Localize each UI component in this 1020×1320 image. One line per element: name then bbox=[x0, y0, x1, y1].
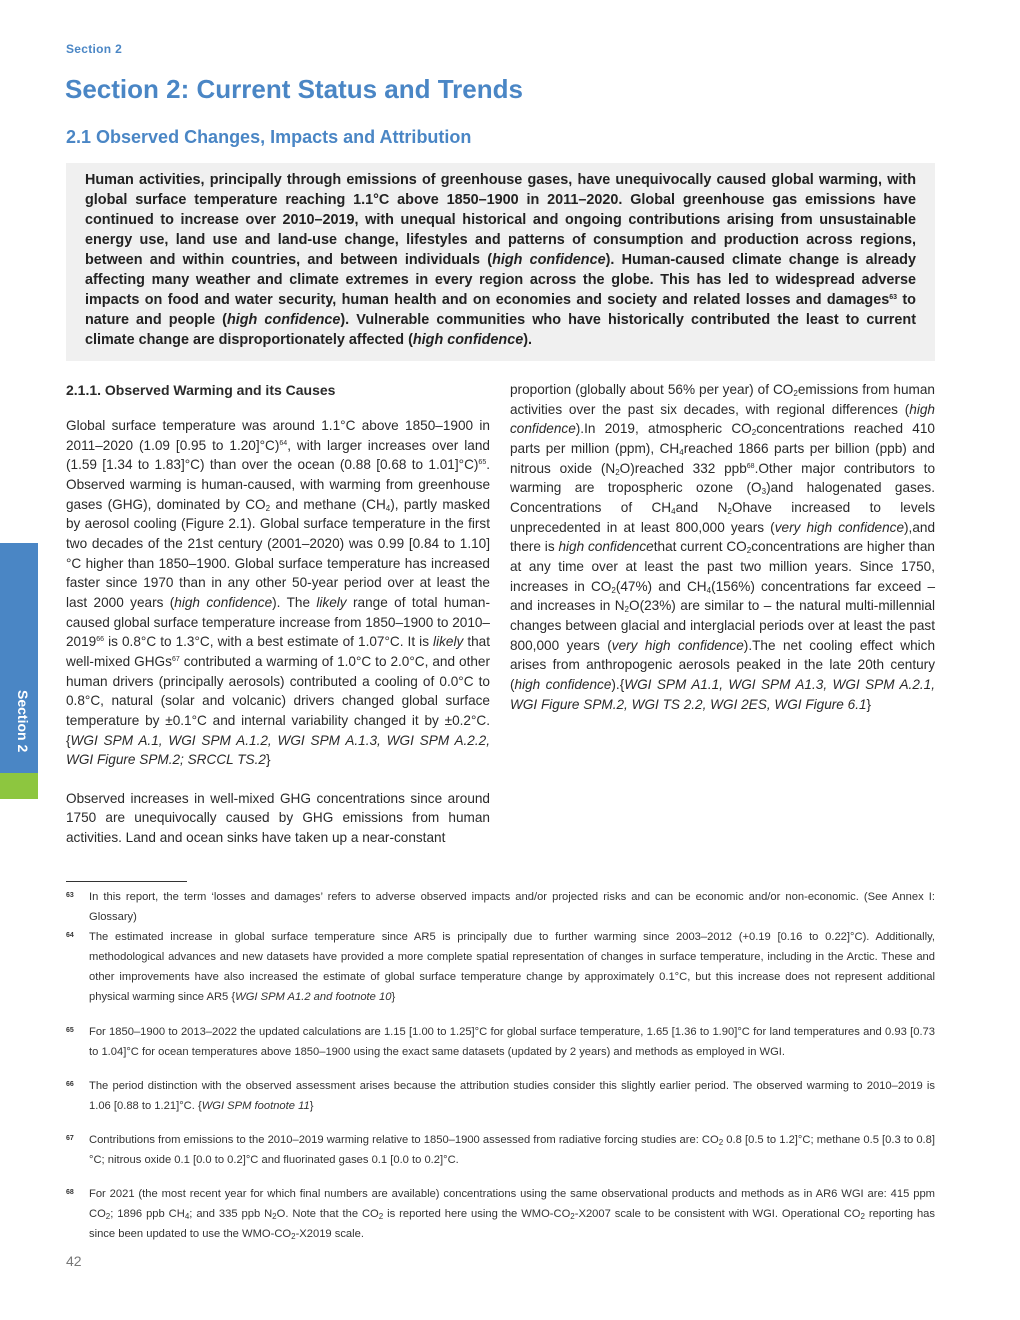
footnote-number: 67 bbox=[66, 1135, 74, 1142]
footnote-ref[interactable]: 67 bbox=[171, 655, 180, 663]
summary-box bbox=[66, 163, 935, 361]
subsection-title: 2.1 Observed Changes, Impacts and Attribution bbox=[66, 127, 472, 147]
footnote-ref[interactable]: 68 bbox=[746, 462, 755, 470]
footnote-text: In this report, the term ‘losses and damages’ refers to adverse observed impacts and/or projected risks and can be economic and/or non-economic. (See Annex I: Glossary) bbox=[89, 891, 935, 923]
footnote-text: The period distinction with the observed assessment arises because the attribution studies consider this slightly earlier period. The observed warming to 2010–2019 is 1.06 [0.88 to 1.21]°C. {WGI SPM footnote 11} bbox=[89, 1080, 935, 1112]
footnote-ref[interactable]: 64 bbox=[279, 439, 288, 447]
footnote-number: 65 bbox=[66, 1027, 74, 1034]
page-number: 42 bbox=[66, 1253, 82, 1269]
footnote-63 bbox=[66, 887, 935, 927]
footnote-67 bbox=[66, 1130, 935, 1170]
footnote-ref[interactable]: 65 bbox=[478, 459, 487, 467]
page-title: Section 2: Current Status and Trends bbox=[65, 74, 523, 104]
footnote-number: 66 bbox=[66, 1081, 74, 1088]
subsubsection-title: 2.1.1. Observed Warming and its Causes bbox=[66, 382, 336, 398]
side-tab-accent bbox=[0, 773, 38, 799]
footnote-number: 68 bbox=[66, 1189, 74, 1196]
footnote-68 bbox=[66, 1184, 935, 1244]
summary-text: Human activities, principally through emissions of greenhouse gases, have unequivocally caused global warming, with global surface temperature reaching 1.1°C above 1850–1900 in 2011–2020. Global greenhouse gas emissions have continued to increase over 2010–2019, with unequal historical and ongoing contributions arising from unsustainable energy use, land use and land-use change, lifestyles and patterns of consumption and production across regions, between and within countries, and between individuals (high confidence). Human-caused climate change is already affecting many weather and climate extremes in every region across the globe. This has led to widespread adverse impacts on food and water security, human health and on economies and society and related losses and damages$^{63}$ to nature and people (high confidence). Vulnerable communities who have historically contributed the least to current climate change are disproportionately affected (high confidence). bbox=[85, 172, 916, 348]
body-paragraph-continued: proportion (globally about 56% per year) of $CO_2emissions$ from human activities over the past six decades, with regional differences (high confidence).In 2019, atmospheric $CO_2concentrations$ reached 410 parts per million (ppm), $CH_4reached$ 1866 parts per billion (ppb) and nitrous oxide $(N_2O)reached$ 332 ppb$^{68}$.Other major contributors to warming are tropospheric ozone $(O_3)and$ halogenated gases. Concentrations of $CH_4and$ $N_2Ohave$ increased to levels unprecedented in at least 800,000 years (very high confidence),and there is high confidencethat current $CO_2concentrations$ are higher than at any time over at least the past two million years. Since 1750, increases in $CO_2(47\%)$ and $CH_4(156\%)$ concentrations far exceed – and increases in $N_2O(23\%)$ are similar to – the natural multi-millennial changes between glacial and interglacial periods over at least the past 800,000 years (very high confidence).The net cooling effect which arises from anthropogenic aerosols peaked in the late 20th century (high confidence).{WGI SPM A1.1, WGI SPM A1.3, WGI SPM A.2.1, WGI Figure SPM.2, WGI TS 2.2, WGI 2ES, WGI Figure 6.1} bbox=[510, 382, 936, 712]
right-column bbox=[510, 380, 935, 714]
footnote-65 bbox=[66, 1022, 935, 1062]
side-tab-label-wrap bbox=[7, 690, 31, 770]
footnote-text: For 2021 (the most recent year for which final numbers are available) concentrations using the same observational products and methods as in AR6 WGI are: 415 ppm $CO_2$; 1896 ppb $CH_4$; and 335 ppb $N_2O$. Note that the $CO_2$ is reported here using the WMO-$CO_2-X2007$ scale to be consistent with WGI. Operational $CO_2$ reporting has since been updated to use the WMO-$CO_2-X2019$ scale. bbox=[89, 1188, 935, 1241]
cross-reference: WGI SPM A.1, WGI SPM A.1.2, WGI SPM A.1.3, WGI SPM A.2.2, WGI Figure SPM.2; SRCCL TS.2 bbox=[66, 732, 490, 768]
running-header: Section 2 bbox=[66, 42, 123, 56]
body-paragraph: Global surface temperature was around 1.1°C above 1850–1900 in 2011–2020 (1.09 [0.95 to 1.20]°C)$^{64}$, with larger increases over land (1.59 [1.34 to 1.83]°C) than over the ocean (0.88 [0.68 to 1.01]°C)$^{65}$. Observed warming is human-caused, with warming from greenhouse gases (GHG), dominated by $CO_2$ and methane $(CH_4)$, partly masked by aerosol cooling (Figure 2.1). Global surface temperature in the first two decades of the 21st century (2001–2020) was 0.99 [0.84 to 1.10]°C higher than 1850–1900. Global surface temperature has increased faster since 1970 than in any other 50-year period over at least the last 2000 years (high confidence). The likely range of total human-caused global surface temperature increase from 1850–1900 to 2010–2019$^{66}$ is 0.8°C to 1.3°C, with a best estimate of 1.07°C. It is likely that well-mixed GHGs$^{67}$ contributed a warming of 1.0°C to 2.0°C, and other human drivers (principally aerosols) contributed a cooling of 0.0°C to 0.8°C, natural (solar and volcanic) drivers changed global surface temperature by ±0.1°C and internal variability changed it by ±0.2°C. {WGI SPM A.1, WGI SPM A.1.2, WGI SPM A.1.3, WGI SPM A.2.2, WGI Figure SPM.2; SRCCL TS.2} bbox=[66, 418, 491, 768]
footnote-66 bbox=[66, 1076, 935, 1116]
left-column bbox=[66, 380, 490, 848]
footnote-ref[interactable]: 66 bbox=[96, 636, 105, 644]
body-paragraph: Observed increases in well-mixed GHG concentrations since around 1750 are unequivocally caused by GHG emissions from human activities. Land and ocean sinks have taken up a near-constant bbox=[66, 790, 490, 846]
side-tab-label: Section 2 bbox=[15, 690, 31, 753]
footnote-number: 63 bbox=[66, 892, 74, 899]
footnote-text: The estimated increase in global surface temperature since AR5 is principally due to further warming since 2003–2012 (+0.19 [0.16 to 0.22]°C). Additionally, methodological advances and new datasets have provided a more complete spatial representation of changes in surface temperature, including in the Arctic. These and other improvements have also increased the estimate of global surface temperature change by approximately 0.1°C, but this increase does not represent additional physical warming since AR5 {WGI SPM A1.2 and footnote 10} bbox=[89, 931, 935, 1003]
cross-reference: WGI SPM A1.1, WGI SPM A1.3, WGI SPM A.2.1, WGI Figure SPM.2, WGI TS 2.2, WGI 2ES, WGI Figure 6.1 bbox=[510, 676, 935, 712]
footnote-ref[interactable]: 63 bbox=[889, 294, 898, 301]
footnote-divider bbox=[66, 881, 187, 882]
footnote-number: 64 bbox=[66, 932, 74, 939]
footnote-text: For 1850–1900 to 2013–2022 the updated calculations are 1.15 [1.00 to 1.25]°C for global surface temperature, 1.65 [1.36 to 1.90]°C for land temperatures and 0.93 [0.73 to 1.04]°C for ocean temperatures above 1850–1900 using the exact same datasets (updated by 2 years) and methods as employed in WGI. bbox=[89, 1026, 935, 1058]
footnote-text: Contributions from emissions to the 2010–2019 warming relative to 1850–1900 assessed from radiative forcing studies are: $CO_2$ 0.8 [0.5 to 1.2]°C; methane 0.5 [0.3 to 0.8]°C; nitrous oxide 0.1 [0.0 to 0.2]°C and fluorinated gases 0.1 [0.0 to 0.2]°C. bbox=[89, 1134, 935, 1166]
footnote-64 bbox=[66, 927, 935, 1007]
